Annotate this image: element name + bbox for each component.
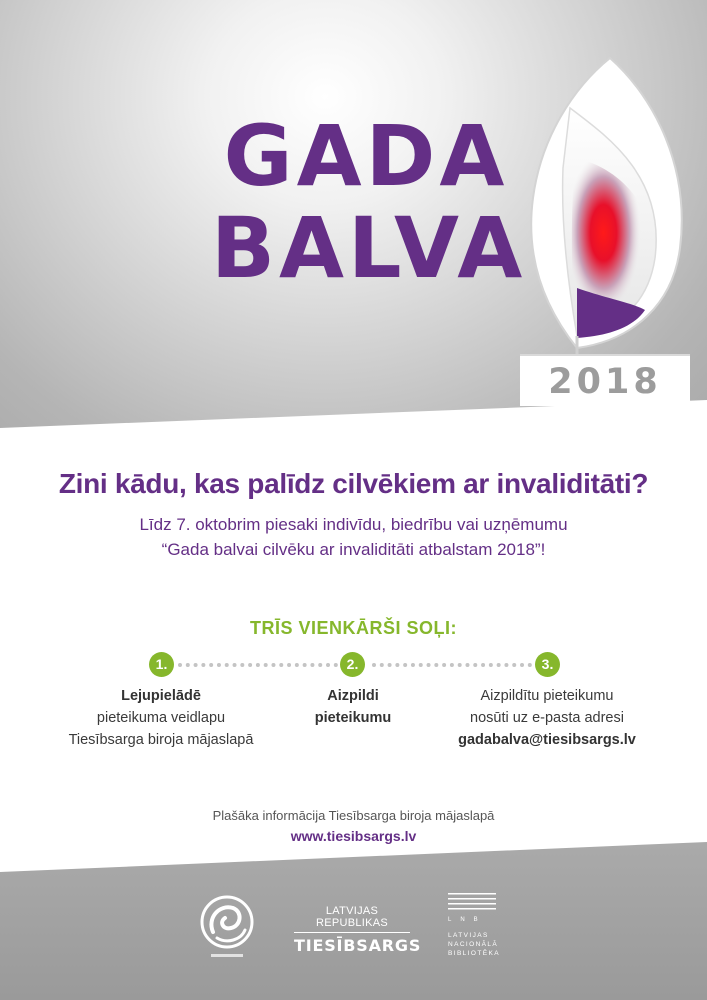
step-2-action: Aizpildi (327, 688, 379, 704)
ombudsman-logo (294, 905, 422, 955)
step-2-action-2: pieteikumu (314, 710, 392, 726)
national-library-logo (448, 893, 512, 958)
main-question: Zini kādu, kas palīdz cilvēkiem ar invaliditāti? (58, 468, 649, 499)
step-connector-2 (372, 663, 532, 667)
step-3-badge: 3. (535, 652, 560, 677)
poster-title-line1: GADA (223, 107, 509, 205)
step-1-line-1: pieteikuma veidlapu (96, 710, 226, 726)
intro-line-1: Līdz 7. oktobrim piesaki indivīdu, biedrību vai uzņēmumu (139, 515, 568, 534)
library-stripes-icon (448, 893, 496, 913)
step-3-line-1: Aizpildītu pieteikumu (480, 688, 614, 704)
poster-title-line2: BALVA (211, 199, 527, 297)
more-info-text: Plašāka informācija Tiesībsarga biroja mājaslapā (212, 808, 495, 823)
step-1-action: Lejupielādē (121, 688, 201, 704)
ombudsman-swirl-icon (197, 894, 257, 960)
year-plate (520, 354, 690, 406)
library-name-line-2: NACIONĀLĀ (448, 941, 499, 948)
intro-line-2: “Gada balvai cilvēku ar invaliditāti atbalstam 2018”! (161, 540, 546, 559)
ombudsman-logo-title: TIESĪBSARGS (294, 936, 422, 955)
ombudsman-logo-subtitle: LATVIJAS REPUBLIKAS (315, 905, 389, 929)
step-1-line-2: Tiesībsarga biroja mājaslapā (68, 732, 254, 748)
library-abbreviation: LNB (448, 917, 487, 923)
library-name-line-3: BIBLIOTĒKA (448, 950, 500, 957)
steps-heading: TRĪS VIENKĀRŠI SOĻI: (249, 618, 457, 638)
step-3-email[interactable]: gadabalva@tiesibsargs.lv (458, 732, 636, 748)
step-3-text (432, 685, 662, 751)
website-link[interactable]: www.tiesibsargs.lv (290, 828, 417, 844)
award-year: 2018 (548, 362, 662, 402)
step-1-badge: 1. (149, 652, 174, 677)
step-3-line-2: nosūti uz e-pasta adresi (470, 710, 624, 726)
step-connector-1 (178, 663, 338, 667)
ombudsman-logo-divider (294, 932, 410, 933)
step-2-badge: 2. (340, 652, 365, 677)
library-name-line-1: LATVIJAS (448, 932, 489, 939)
